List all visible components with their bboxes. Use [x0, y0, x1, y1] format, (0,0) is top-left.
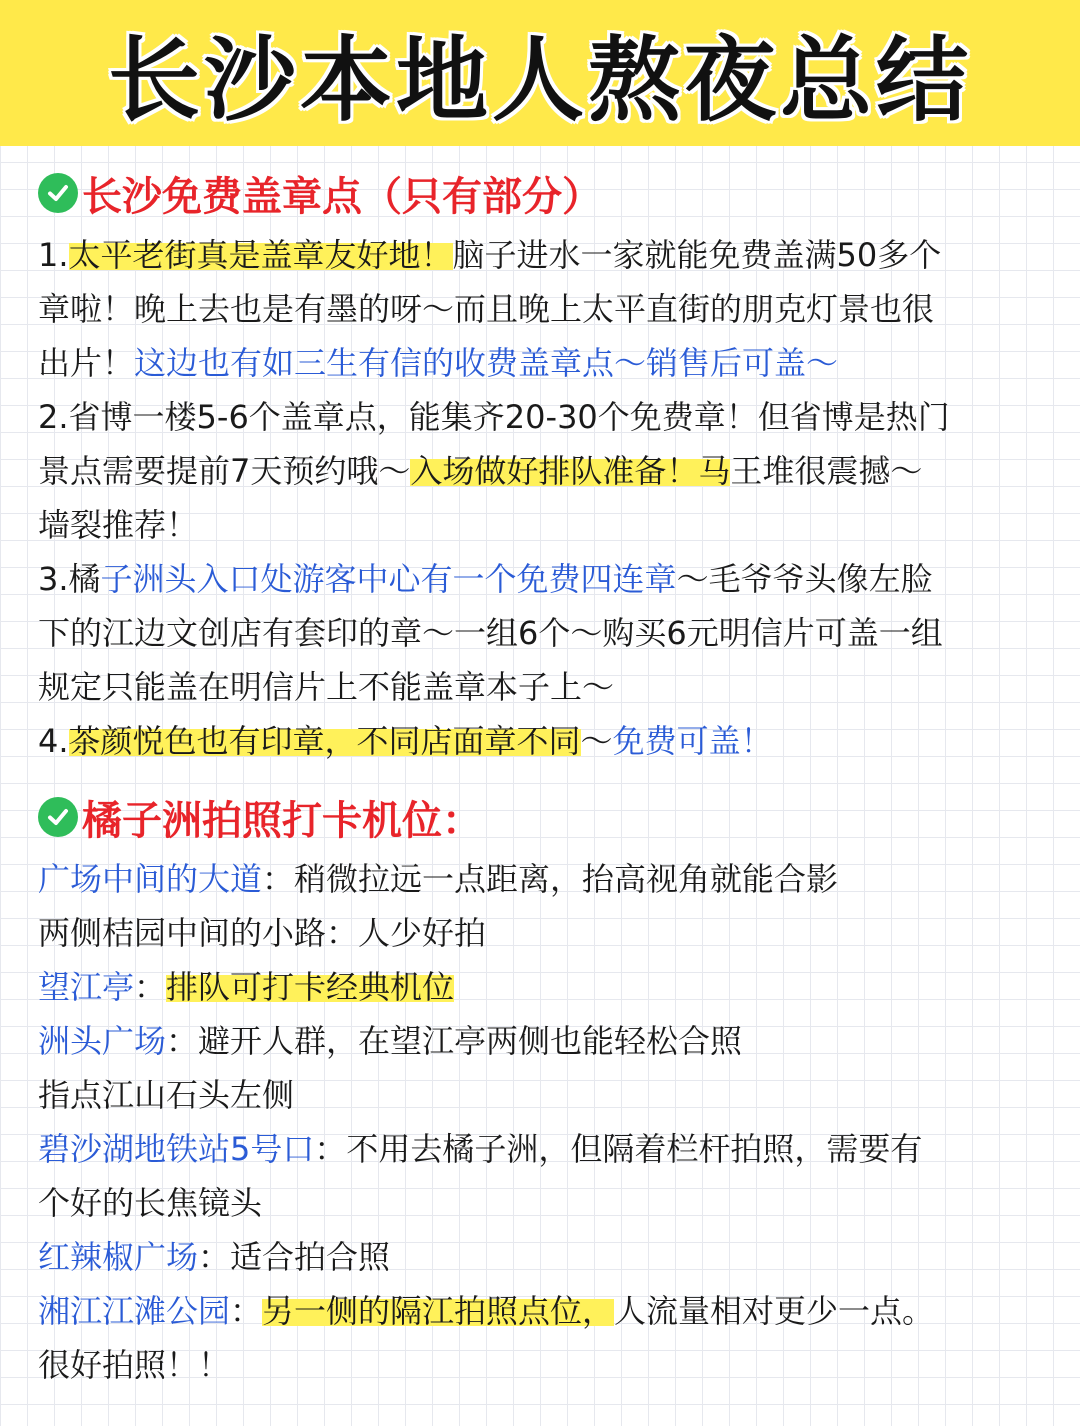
list-item: 个好的长焦镜头 — [38, 1184, 263, 1222]
section-heading-text: 橘子洲拍照打卡机位： — [82, 797, 482, 844]
highlight: 入场做好排队准备！马 — [410, 452, 731, 490]
section-heading-photo-spots — [38, 782, 1053, 852]
highlight: 另一侧的隔江拍照点位， — [262, 1292, 615, 1330]
list-item: 很好拍照！！ — [38, 1346, 231, 1384]
text-line: 墙裂推荐！ — [38, 506, 199, 544]
content — [38, 158, 1053, 1392]
list-item: 洲头广场：避开人群，在望江亭两侧也能轻松合照 — [38, 1022, 743, 1060]
text-line: 景点需要提前7天预约哦～入场做好排队准备！马王堆很震撼～ — [38, 452, 923, 490]
blue-text: 这边也有如三生有信的收费盖章点～销售后可盖～ — [134, 344, 839, 382]
page-title: 长沙本地人熬夜总结 — [107, 27, 972, 134]
checkmark-icon — [38, 173, 78, 213]
text-line: 下的江边文创店有套印的章～一组6个～购买6元明信片可盖一组 — [38, 614, 943, 652]
list-item: 碧沙湖地铁站5号口：不用去橘子洲，但隔着栏杆拍照，需要有 — [38, 1130, 923, 1168]
text-line: 章啦！晚上去也是有墨的呀～而且晚上太平直街的朋克灯景也很 — [38, 290, 935, 328]
blue-text: 子洲头入口处游客中心有一个免费四连章 — [100, 560, 677, 598]
text-line: 4.茶颜悦色也有印章，不同店面章不同～免费可盖！ — [38, 722, 773, 760]
list-item: 望江亭：排队可打卡经典机位 — [38, 968, 455, 1006]
text-line: 出片！这边也有如三生有信的收费盖章点～销售后可盖～ — [38, 344, 839, 382]
text-line: 3.橘子洲头入口处游客中心有一个免费四连章～毛爷爷头像左脸 — [38, 560, 933, 598]
section-heading-stamps — [38, 158, 1053, 228]
highlight: 排队可打卡经典机位 — [166, 968, 455, 1006]
text-line: 1.太平老街真是盖章友好地！脑子进水一家就能免费盖满50多个 — [38, 236, 942, 274]
checkmark-icon — [38, 797, 78, 837]
list-item: 湘江江滩公园：另一侧的隔江拍照点位，人流量相对更少一点。 — [38, 1292, 935, 1330]
highlight: 太平老街真是盖章友好地！ — [68, 236, 453, 274]
section-heading-text: 长沙免费盖章点（只有部分） — [82, 173, 602, 220]
list-item: 广场中间的大道：稍微拉远一点距离，抬高视角就能合影 — [38, 860, 839, 898]
text-line: 2.省博一楼5-6个盖章点，能集齐20-30个免费章！但省博是热门 — [38, 398, 950, 436]
list-item: 指点江山石头左侧 — [38, 1076, 295, 1114]
blue-text: 免费可盖！ — [612, 722, 773, 760]
photo-spot-list — [38, 852, 1053, 1392]
highlight: 茶颜悦色也有印章，不同店面章不同 — [68, 722, 581, 760]
text-line: 规定只能盖在明信片上不能盖章本子上～ — [38, 668, 615, 706]
list-item: 两侧桔园中间的小路：人少好拍 — [38, 914, 487, 952]
title-banner — [0, 0, 1080, 146]
list-item: 红辣椒广场：适合拍合照 — [38, 1238, 391, 1276]
